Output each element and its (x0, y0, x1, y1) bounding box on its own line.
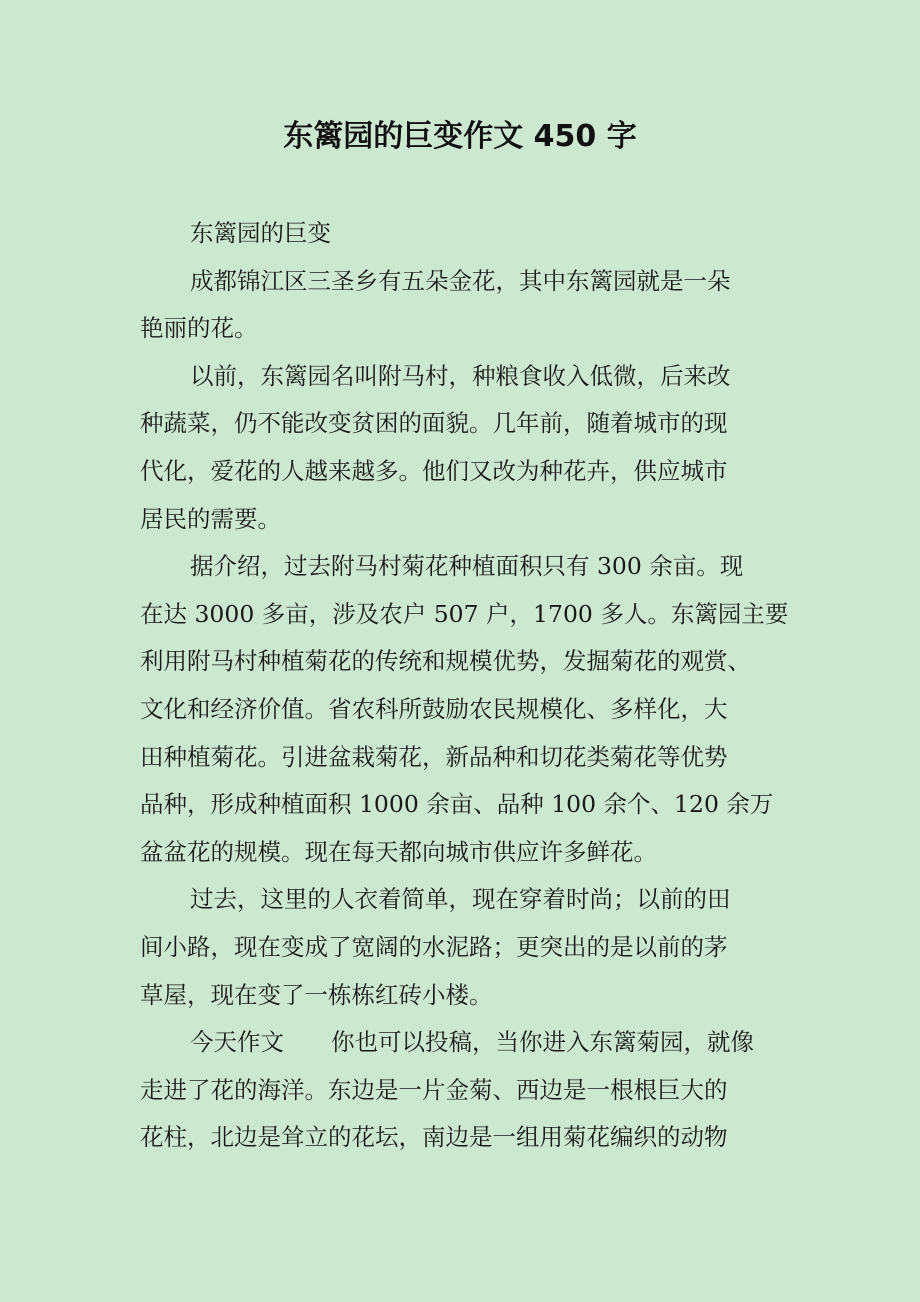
paragraph-2-line-3: 代化，爱花的人越来越多。他们又改为种花卉，供应城市 (140, 456, 728, 485)
paragraph-5-line-3: 花柱，北边是耸立的花坛，南边是一组用菊花编织的动物 (140, 1123, 728, 1152)
paragraph-3-line-5: 田种植菊花。引进盆栽菊花，新品种和切花类菊花等优势 (140, 742, 728, 771)
paragraph-5-line-2: 走进了花的海洋。东边是一片金菊、西边是一根根巨大的 (140, 1075, 728, 1104)
paragraph-4-line-1: 过去，这里的人衣着简单，现在穿着时尚；以前的田 (190, 885, 731, 914)
subtitle-line: 东篱园的巨变 (190, 219, 331, 247)
paragraph-3-line-2: 在达 3000 多亩，涉及农户 507 户，1700 多人。东篱园主要 (140, 599, 789, 628)
paragraph-2-line-2: 种蔬菜，仍不能改变贫困的面貌。几年前，随着城市的现 (140, 409, 728, 438)
paragraph-1-line-2: 艳丽的花。 (140, 314, 258, 343)
paragraph-3-line-4: 文化和经济价值。省农科所鼓励农民规模化、多样化，大 (140, 694, 728, 723)
document-title: 东篱园的巨变作文 450 字 (283, 119, 637, 154)
paragraph-4-line-3: 草屋，现在变了一栋栋红砖小楼。 (140, 980, 493, 1009)
paragraph-2-line-4: 居民的需要。 (140, 504, 281, 533)
document-body (140, 210, 789, 1162)
paragraph-3-line-7: 盆盆花的规模。现在每天都向城市供应许多鲜花。 (140, 837, 657, 866)
paragraph-4-line-2: 间小路，现在变成了宽阔的水泥路；更突出的是以前的茅 (140, 932, 728, 961)
paragraph-2-line-1: 以前，东篱园名叫附马村，种粮食收入低微，后来改 (190, 361, 731, 390)
paragraph-1-line-1: 成都锦江区三圣乡有五朵金花，其中东篱园就是一朵 (190, 266, 731, 295)
paragraph-3-line-1: 据介绍，过去附马村菊花种植面积只有 300 余亩。现 (190, 552, 744, 581)
paragraph-3-line-3: 利用附马村种植菊花的传统和规模优势，发掘菊花的观赏、 (140, 647, 751, 676)
paragraph-3-line-6: 品种，形成种植面积 1000 余亩、品种 100 余个、120 余万 (140, 790, 774, 819)
paragraph-5-line-1: 今天作文 你也可以投稿，当你进入东篱菊园，就像 (190, 1028, 754, 1057)
